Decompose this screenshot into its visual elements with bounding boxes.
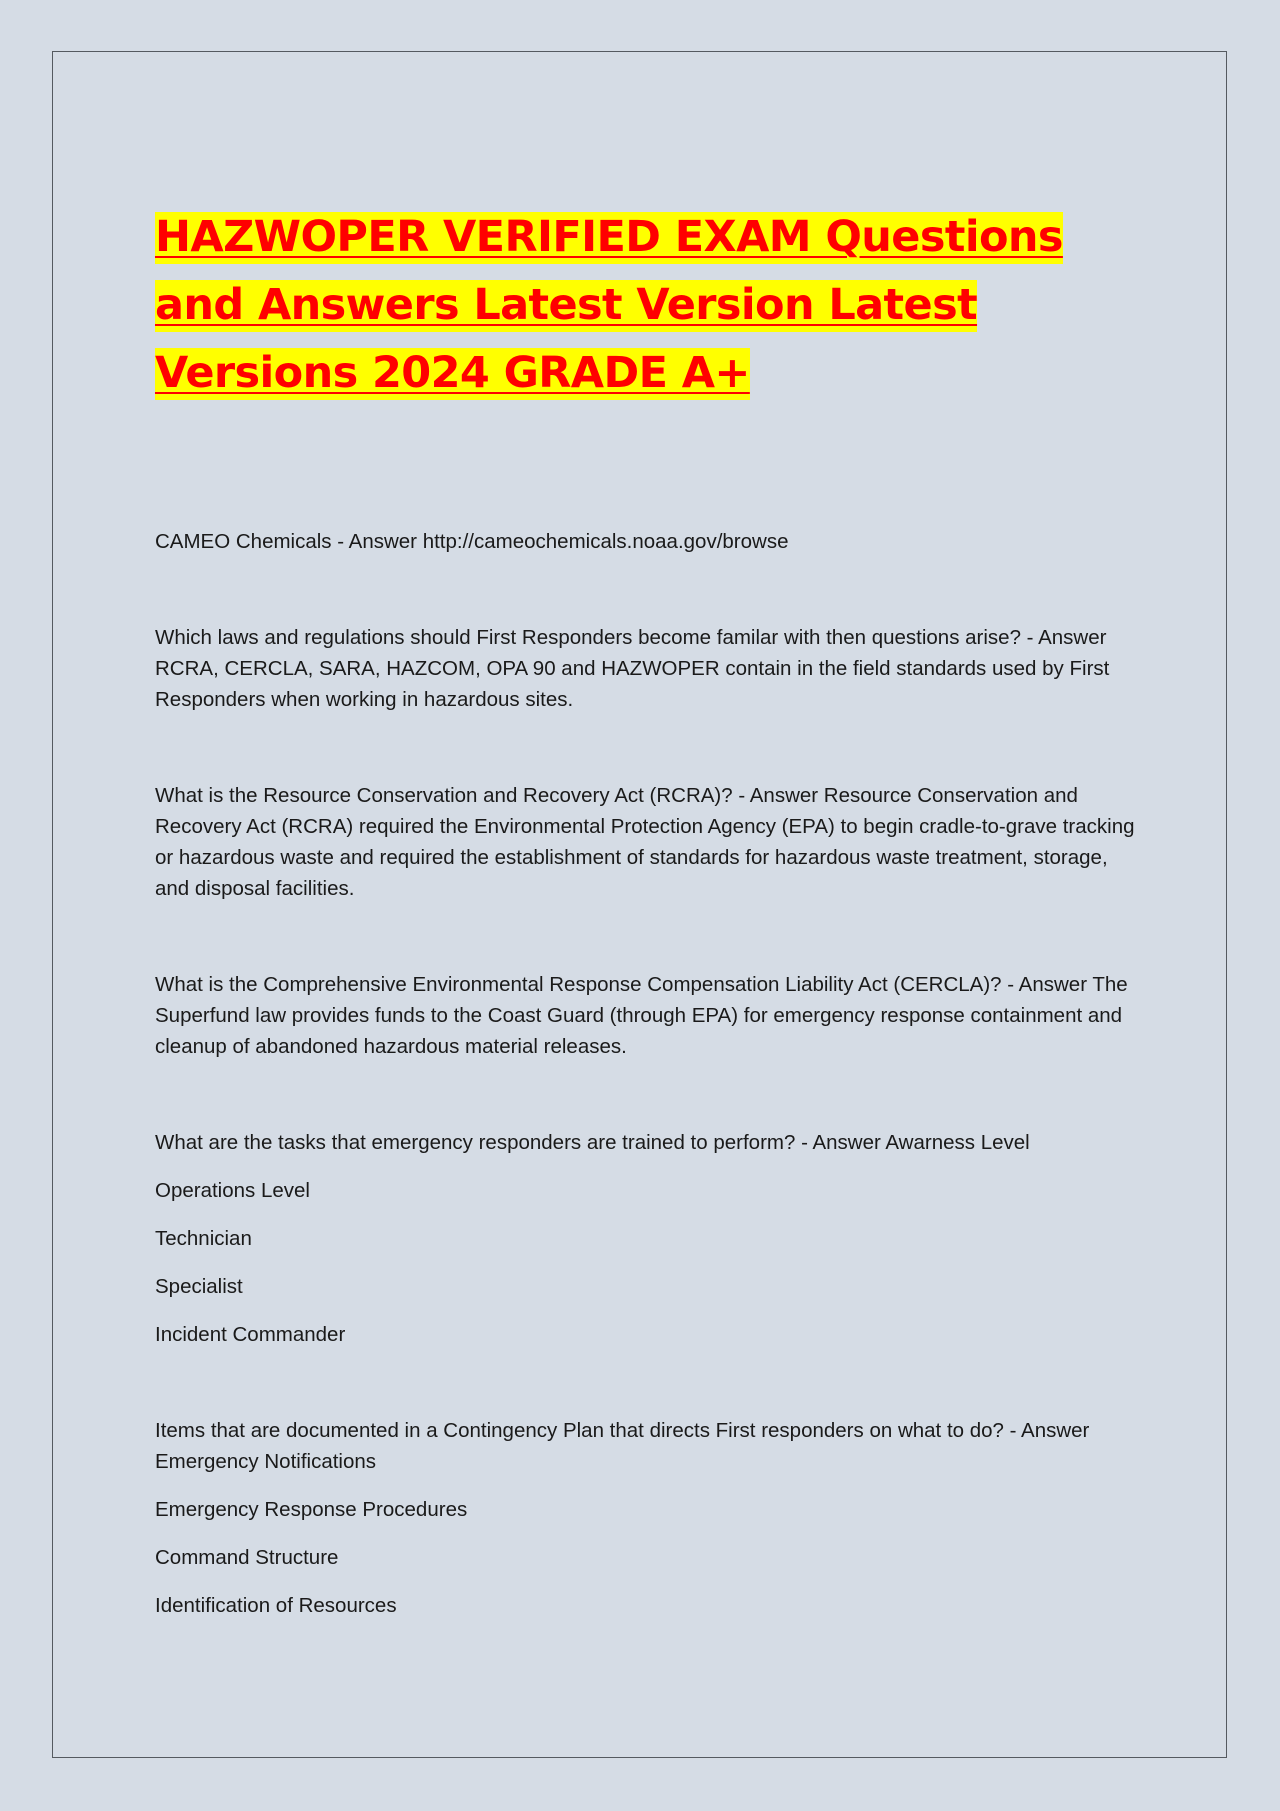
answer-item: Incident Commander <box>155 1323 346 1346</box>
qa-entry-laws <box>155 622 1135 715</box>
qa-text: Items that are documented in a Contingency Plan that directs First responders on what to do? - Answer Emergency Notifications <box>155 1419 1090 1473</box>
qa-entry-cameo <box>155 526 1135 557</box>
document-title <box>155 203 1135 407</box>
document-content <box>155 203 1135 1686</box>
qa-entry-contingency-plan <box>155 1415 1135 1621</box>
qa-entry-rcra <box>155 780 1135 904</box>
qa-text: Which laws and regulations should First Responders become familar with then questions arise? - Answer RCRA, CERCLA, SARA, HAZCOM, OPA 90 and HAZWOPER contain in the field standards used by First Responders when working in hazardous sites. <box>155 626 1110 711</box>
qa-entry-cercla <box>155 969 1135 1062</box>
qa-entry-responder-tasks <box>155 1127 1135 1350</box>
answer-item: Emergency Response Procedures <box>155 1498 468 1521</box>
answer-item: Specialist <box>155 1275 243 1298</box>
answer-item: Identification of Resources <box>155 1594 397 1617</box>
answer-item: Command Structure <box>155 1546 339 1569</box>
qa-text: What is the Resource Conservation and Recovery Act (RCRA)? - Answer Resource Conservation and Recovery Act (RCRA) required the Environmental Protection Agency (EPA) to begin cradle-to-grave tracking or hazardous waste and required the establishment of standards for hazardous waste treatment, storage, and disposal facilities. <box>155 784 1135 900</box>
document-title-text: HAZWOPER VERIFIED EXAM Questions and Answers Latest Version Latest Versions 2024 GRADE A+ <box>155 212 1063 398</box>
qa-text: CAMEO Chemicals - Answer http://cameochemicals.noaa.gov/browse <box>155 530 789 553</box>
qa-list <box>155 526 1135 1621</box>
qa-text: What is the Comprehensive Environmental Response Compensation Liability Act (CERCLA)? - Answer The Superfund law provides funds to the Coast Guard (through EPA) for emergency response containment and cleanup of abandoned hazardous material releases. <box>155 973 1128 1058</box>
qa-text: What are the tasks that emergency responders are trained to perform? - Answer Awarness Level <box>155 1131 1030 1154</box>
answer-item: Technician <box>155 1227 252 1250</box>
answer-item: Operations Level <box>155 1179 310 1202</box>
